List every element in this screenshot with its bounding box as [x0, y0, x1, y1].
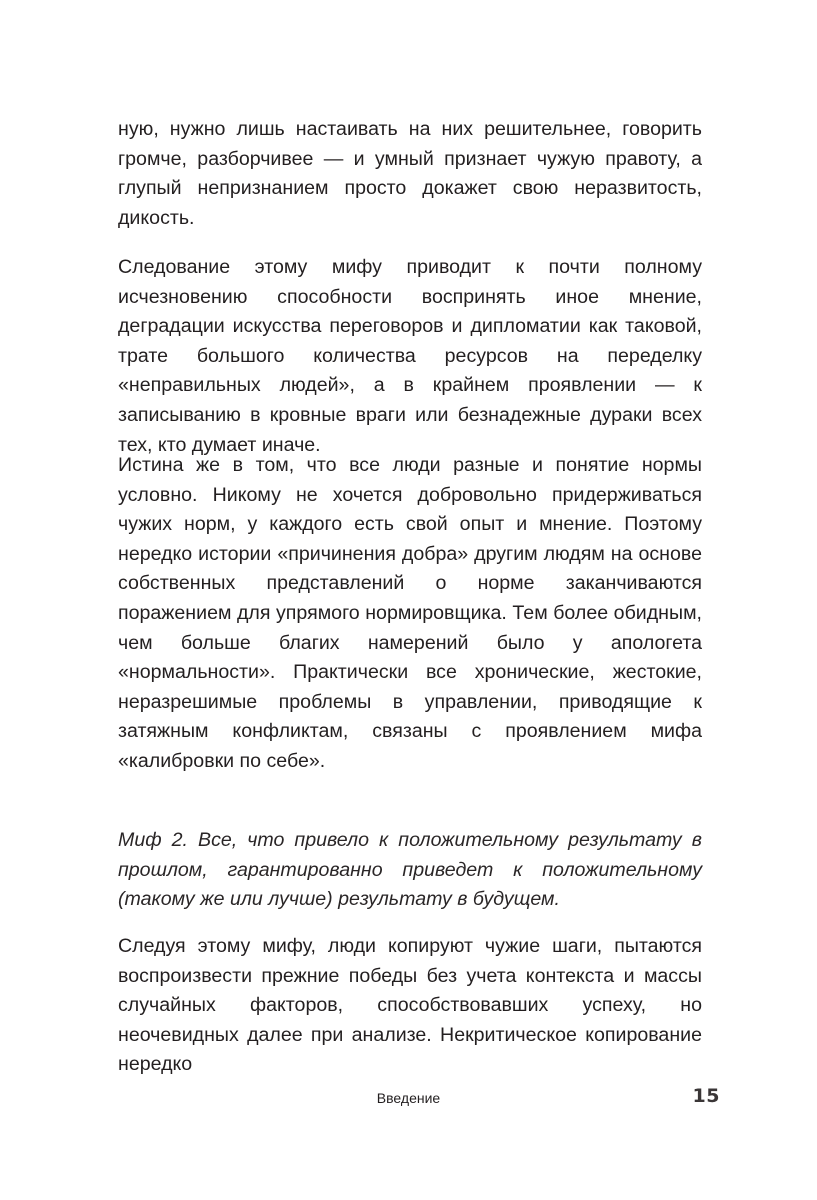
page-number: 15 [692, 1085, 720, 1107]
running-footer-section-title: Введение [376, 1090, 441, 1106]
paragraph-2: Следование этому мифу приводит к почти полному исчезновению способности воспринять иное мнение, деградации искусства переговоров и дипломатии как таковой, трате большого количества ресурсов на переделку «неправильных людей», а в крайнем проявлении — к записыванию в кровные враги или безнадежные дураки всех тех, кто думает иначе. [118, 256, 702, 456]
paragraph-1: ную, нужно лишь настаивать на них решительнее, говорить громче, разборчивее — и умный признает чужую правоту, а глупый непризнанием просто докажет свою неразвитость, дикость. [118, 118, 702, 229]
myth-2-statement: Миф 2. Все, что привело к положительному результату в прошлом, гарантированно приведет к положительному (такому же или лучше) результату в будущем. [118, 829, 702, 911]
paragraph-3: Истина же в том, что все люди разные и понятие нормы условно. Никому не хочется добровольно придерживаться чужих норм, у каждого есть свой опыт и мнение. Поэтому нередко истории «причинения добра» другим людям на основе собственных представлений о норме заканчиваются поражением для упрямого нормировщика. Тем более обидным, чем больше благих намерений было у апологета «нормальности». Практически все хронические, жестокие, неразрешимые проблемы в управлении, приводящие к затяжным конфликтам, связаны с проявлением мифа «калибровки по себе». [118, 454, 702, 772]
paragraph-5: Следуя этому мифу, люди копируют чужие шаги, пытаются воспроизвести прежние победы без учета контекста и массы случайных факторов, способствовавших успеху, но неочевидных далее при анализе. Некритическое копирование нередко [118, 935, 702, 1076]
